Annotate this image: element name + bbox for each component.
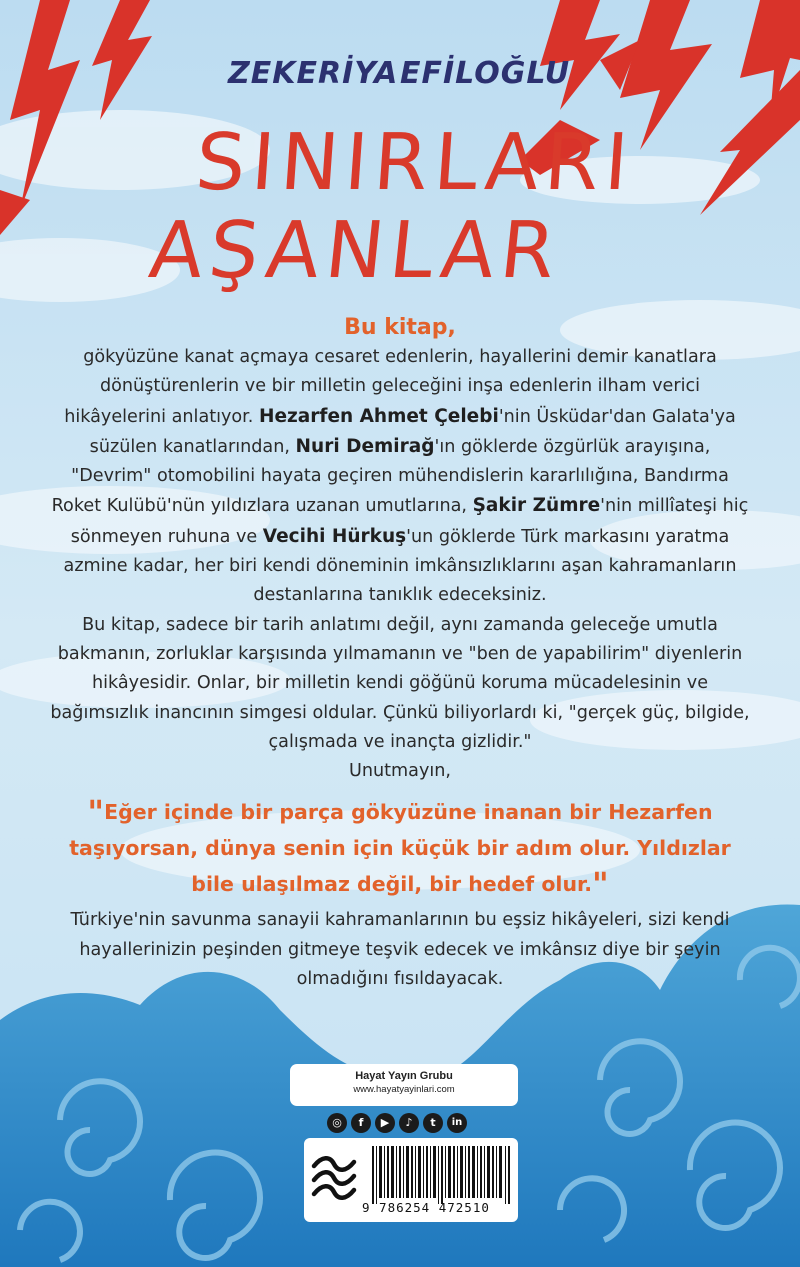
blurb-paragraph-4: Türkiye'nin savunma sanayii kahramanlarının bu eşsiz hikâyeleri, sizi kendi hayallerinizin peşinden gitmeye teşvik edecek ve imkânsız diye bir şeyin olmadığını fısıldayacak. [70, 910, 730, 990]
back-cover-blurb [50, 313, 750, 994]
blurb-text: 'un göklerde Türk markasını yaratma azmine kadar, her biri kendi döneminin imkânsızlıklarını aşan kahramanların destanlarına tanıklık edeceksiniz. [63, 526, 737, 606]
blurb-text: 'nin Üsküdar'dan Galata'ya süzülen kanatlarından, [89, 406, 736, 457]
blurb-lead: Bu kitap, [344, 315, 456, 340]
barcode-icon [372, 1146, 512, 1204]
blurb-paragraph-1 [50, 343, 750, 611]
publisher-logo [308, 1150, 360, 1206]
blurb-text: gökyüzüne kanat açmaya cesaret edenlerin, hayallerini demir kanatlara dönüştürenlerin ve bir milletin geleceğini inşa edenlerin ilham verici hikâyelerini anlatıyor. [64, 347, 717, 427]
pull-quote [50, 794, 750, 902]
blurb-paragraph-2: Bu kitap, sadece bir tarih anlatımı değil, aynı zamanda geleceğe umutla bakmanın, zorluklar karşısında yılmamanın ve "ben de yapabilirim" diyenlerin hikâyesidir. Onlar, bir milletin kendi göğünü koruma mücadelesinin ve bağımsızlık inancının simgesi oldular. Çünkü biliyorlardı ki, "gerçek güç, bilgide, çalışmada ve inançta gizlidir." [50, 614, 750, 752]
publisher-url[interactable]: www.hayatyayinlari.com [353, 1084, 455, 1095]
quote-text: Eğer içinde bir parça gökyüzüne inanan bir Hezarfen taşıyorsan, dünya senin için küçük bir adım olur. Yıldızlar bile ulaşılmaz değil, bir hedef olur. [69, 800, 731, 897]
tiktok-icon[interactable]: ♪ [399, 1113, 419, 1133]
hero-name: Vecihi Hürkuş [262, 525, 407, 547]
blurb-paragraph-3: Unutmayın, [348, 761, 452, 782]
isbn-number: 9 786254 472510 [362, 1200, 490, 1215]
blurb-text: 'ın göklerde özgürlük arayışına, "Devrim" otomobilini hayata geçiren mühendislerin kararlılığına, Bandırma Roket Kulübü'nün yıldızlara uzanan umutlarına, [51, 436, 729, 517]
author-name [0, 56, 800, 106]
author-last-name: EFİLOĞLU [400, 56, 571, 91]
facebook-icon[interactable]: f [351, 1113, 371, 1133]
hero-name: Şakir Zümre [472, 495, 601, 517]
barcode-panel [304, 1138, 518, 1222]
hero-name: Hezarfen Ahmet Çelebi [259, 405, 499, 427]
publisher-name: Hayat Yayın Grubu [355, 1070, 453, 1082]
publisher-box [290, 1064, 518, 1106]
youtube-icon[interactable]: ▶ [375, 1113, 395, 1133]
instagram-icon[interactable]: ◎ [327, 1113, 347, 1133]
linkedin-icon[interactable]: in [447, 1113, 467, 1133]
author-first-name: ZEKERİYA [228, 56, 399, 91]
title-line-1: SINIRLARI [192, 118, 638, 208]
quote-close-mark: " [592, 865, 609, 904]
quote-open-mark: " [87, 793, 105, 832]
title-line-2: AŞANLAR [145, 206, 566, 296]
twitter-icon[interactable]: t [423, 1113, 443, 1133]
hero-name: Nuri Demirağ [295, 435, 435, 457]
blurb-text: 'nin millîateşi hiç sönmeyen ruhuna ve [70, 496, 749, 547]
book-title [0, 120, 800, 310]
